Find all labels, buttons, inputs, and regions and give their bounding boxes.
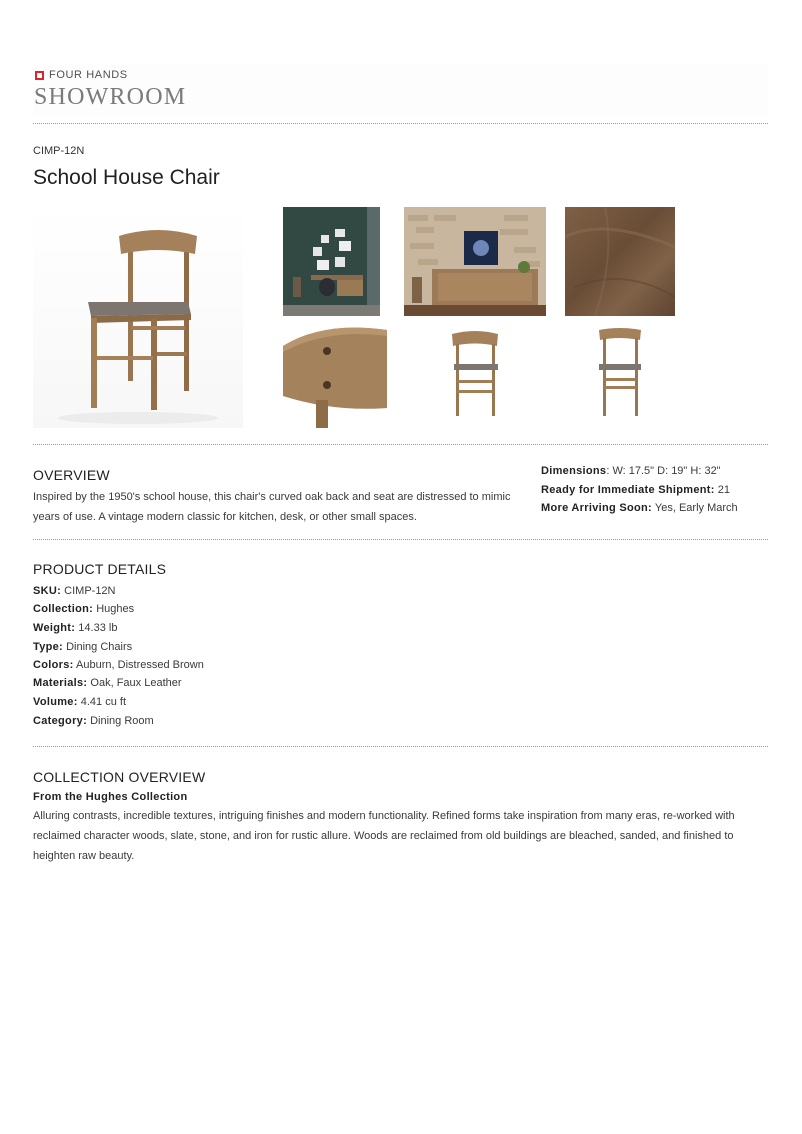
detail-row (33, 696, 126, 708)
detail-label: Type: (33, 641, 64, 653)
spec-arriving-label: More Arriving Soon: (541, 502, 653, 514)
detail-label: Collection: (33, 603, 94, 615)
detail-label: Volume: (33, 696, 78, 708)
product-details-heading: PRODUCT DETAILS (33, 561, 167, 577)
detail-value: Auburn, Distressed Brown (73, 659, 204, 671)
detail-label: Materials: (33, 677, 88, 689)
spec-dimensions-value: : W: 17.5" D: 19" H: 32" (606, 465, 721, 477)
brick-wall-image (404, 207, 546, 316)
leather-swatch-image (565, 207, 675, 316)
divider (33, 746, 768, 747)
detail-row (33, 641, 132, 653)
spec-shipment-label: Ready for Immediate Shipment: (541, 484, 715, 496)
office-room-image (283, 207, 380, 316)
overview-heading: OVERVIEW (33, 467, 110, 483)
chair-front-image (404, 326, 546, 428)
detail-label: SKU: (33, 585, 62, 597)
spec-arriving-value: Yes, Early March (652, 502, 738, 514)
divider (33, 444, 768, 445)
product-sku: CIMP-12N (33, 145, 85, 157)
divider (33, 539, 768, 540)
product-title: School House Chair (33, 166, 220, 189)
detail-row (33, 622, 117, 634)
detail-value: CIMP-12N (61, 585, 116, 597)
chair-main-image (33, 206, 243, 428)
detail-value: Oak, Faux Leather (87, 677, 182, 689)
spec-shipment (541, 484, 730, 496)
detail-row (33, 603, 134, 615)
detail-row (33, 677, 182, 689)
detail-value: Dining Chairs (63, 641, 133, 653)
showroom-wordmark: SHOWROOM (34, 84, 187, 110)
detail-value: Hughes (93, 603, 135, 615)
detail-label: Category: (33, 715, 88, 727)
divider (33, 123, 768, 124)
spec-shipment-value: 21 (714, 484, 731, 496)
detail-value: Dining Room (87, 715, 154, 727)
chair-back-detail-image (283, 326, 387, 428)
overview-text: Inspired by the 1950's school house, this chair's curved oak back and seat are distressed to mimic years of use. A vintage modern classic for kitchen, desk, or other small spaces. (33, 491, 511, 523)
collection-text: Alluring contrasts, incredible textures, intriguing finishes and modern functionality. Refined forms take inspiration from many eras, re-worked with reclaimed character woods, slate, stone, and iron for rustic allure. Woods are reclaimed from old buildings are bleached, sanded, and finished to heighten raw beauty. (33, 810, 735, 862)
detail-row (33, 659, 204, 671)
brand-line (35, 69, 128, 81)
spec-arriving (541, 502, 738, 514)
header (33, 65, 768, 115)
collection-heading: COLLECTION OVERVIEW (33, 769, 206, 785)
detail-row (33, 585, 116, 597)
spec-dimensions (541, 465, 721, 477)
chair-side-image (565, 326, 675, 428)
brand-logo-icon (35, 71, 44, 80)
detail-label: Colors: (33, 659, 74, 671)
collection-subheading: From the Hughes Collection (33, 791, 188, 803)
detail-value: 4.41 cu ft (77, 696, 126, 708)
spec-dimensions-label: Dimensions (541, 465, 607, 477)
detail-label: Weight: (33, 622, 76, 634)
detail-value: 14.33 lb (75, 622, 118, 634)
detail-row (33, 715, 154, 727)
brand-name: FOUR HANDS (49, 69, 128, 81)
